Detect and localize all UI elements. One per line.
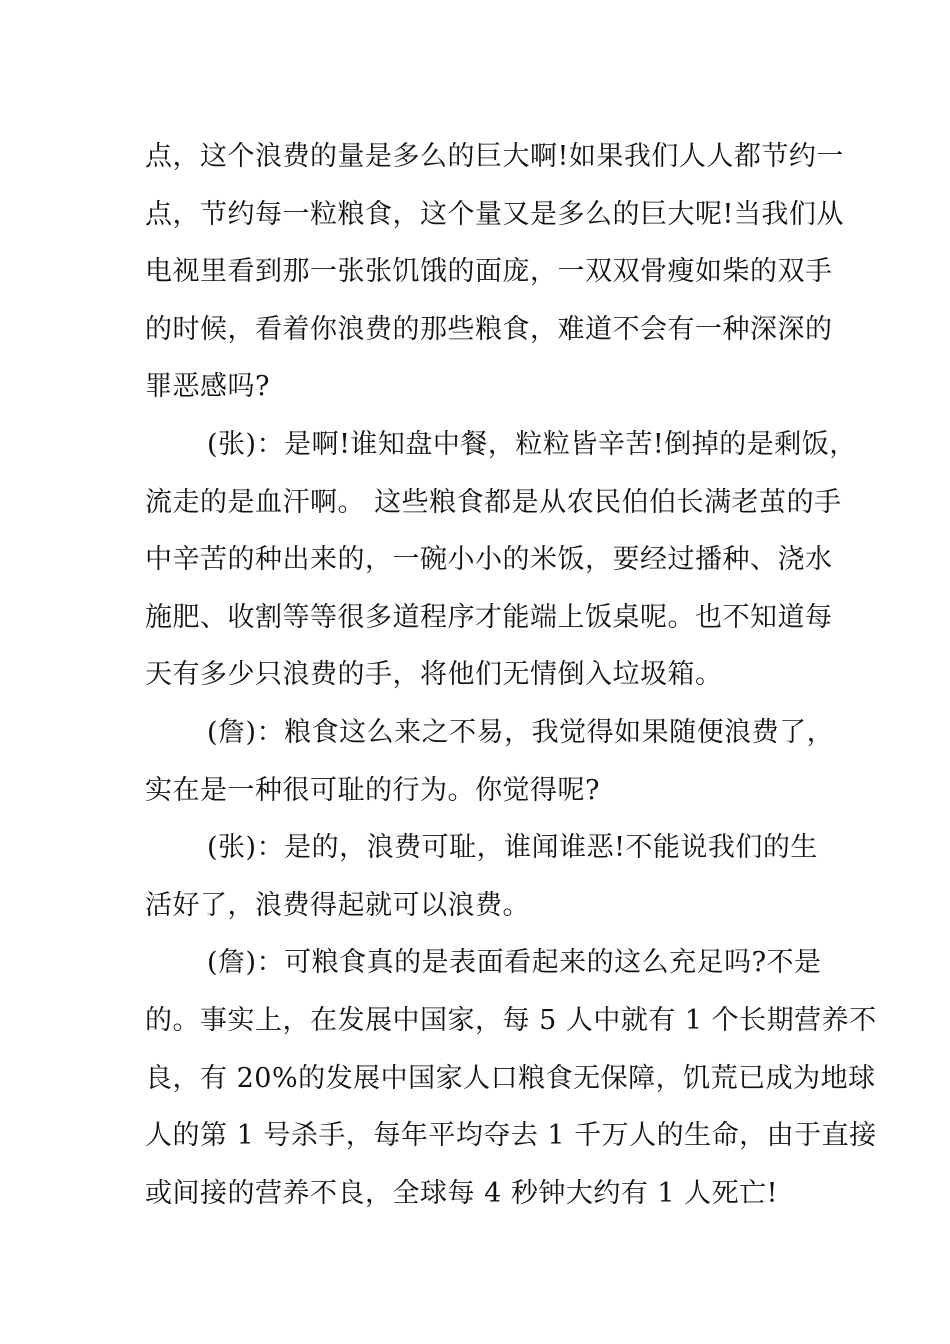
text-line-4: 的时候，看着你浪费的那些粮食，难道不会有一种深深的 (145, 313, 833, 345)
text-line-16: 的。事实上，在发展中国家，每 5 人中就有 1 个长期营养不 (145, 1004, 877, 1036)
text-line-6: (张)：是啊!谁知盘中餐，粒粒皆辛苦!倒掉的是剩饭， (207, 428, 857, 460)
text-line-11: (詹)：粮食这么来之不易，我觉得如果随便浪费了， (207, 716, 835, 748)
text-line-2: 点，节约每一粒粮食，这个量又是多么的巨大呢!当我们从 (145, 198, 844, 230)
text-line-17: 良，有 20%的发展中国家人口粮食无保障，饥荒已成为地球 (145, 1062, 876, 1094)
text-line-12: 实在是一种很可耻的行为。你觉得呢? (145, 774, 600, 806)
text-line-5: 罪恶感吗? (145, 371, 270, 403)
text-line-1: 点，这个浪费的量是多么的巨大啊!如果我们人人都节约一 (145, 141, 844, 172)
body-text (145, 128, 877, 1222)
text-line-7: 流走的是血汗啊。 这些粮食都是从农民伯伯长满老茧的手 (145, 486, 842, 518)
text-line-18: 人的第 1 号杀手，每年平均夺去 1 千万人的生命，由于直接 (145, 1120, 877, 1152)
text-line-15: (詹)：可粮食真的是表面看起来的这么充足吗?不是 (207, 947, 822, 979)
text-line-13: (张)：是的，浪费可耻，谁闻谁恶!不能说我们的生 (207, 832, 818, 864)
text-line-10: 天有多少只浪费的手，将他们无情倒入垃圾箱。 (145, 659, 723, 691)
text-line-8: 中辛苦的种出来的，一碗小小的米饭，要经过播种、浇水 (145, 544, 833, 576)
text-line-3: 电视里看到那一张张饥饿的面庞，一双双骨瘦如柴的双手 (145, 256, 833, 288)
text-line-19: 或间接的营养不良，全球每 4 秒钟大约有 1 人死亡! (145, 1177, 779, 1209)
text-line-14: 活好了，浪费得起就可以浪费。 (145, 889, 530, 921)
text-line-9: 施肥、收割等等很多道程序才能端上饭桌呢。也不知道每 (145, 601, 833, 633)
